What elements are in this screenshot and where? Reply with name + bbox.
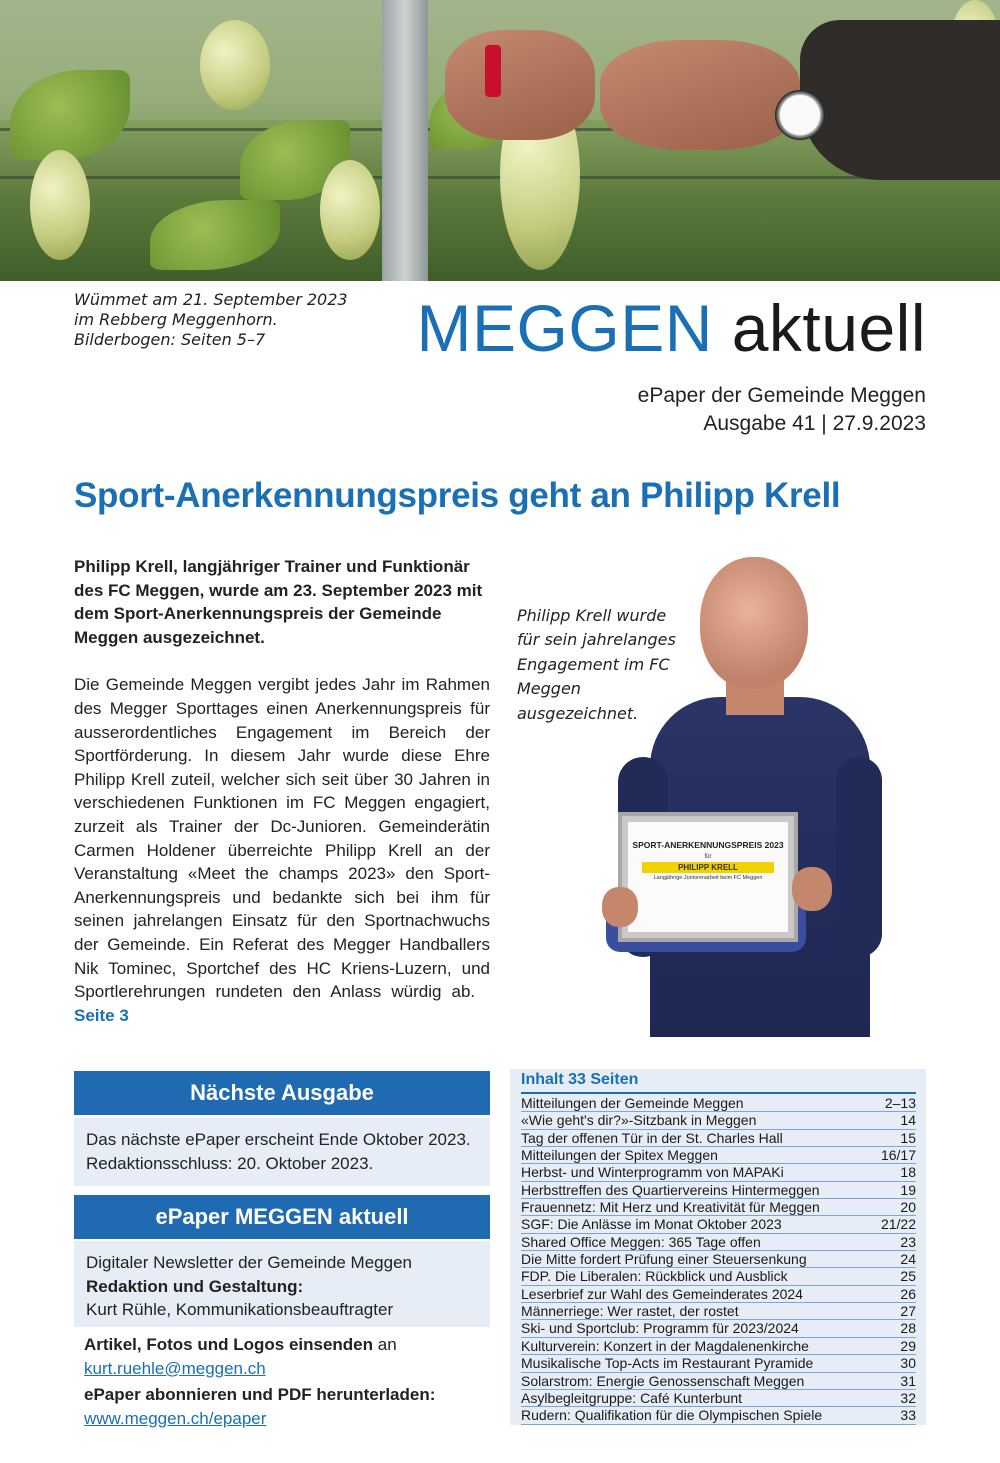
toc-item[interactable] [521,1164,916,1181]
toc-item-page: 14 [900,1112,916,1129]
hero-caption [74,290,374,350]
certificate-detail: Langjährige Juniorenarbeit beim FC Meggen [653,875,763,881]
person-hand [602,887,638,927]
sleeve [800,20,1000,180]
toc-item-title: Herbst- und Winterprogramm von MAPAKi [521,1164,784,1181]
toc-item-title: Herbsttreffen des Quartiervereins Hintermeggen [521,1181,820,1198]
grape-cluster [30,150,90,260]
subscribe-info [84,1383,484,1430]
toc-item-page: 27 [900,1303,916,1320]
toc-item-page: 23 [900,1233,916,1250]
toc-item-title: Kulturverein: Konzert in der Magdalenenkirche [521,1337,809,1354]
toc-item-page: 31 [900,1372,916,1389]
hero-caption-line: Wümmet am 21. September 2023 [74,290,348,309]
photo-caption: Philipp Krell wurde für sein jahrelanges Engagement im FC Meggen ausgezeichnet. [517,606,676,723]
toc-item[interactable] [521,1130,916,1147]
hero-caption-line: im Rebberg Meggenhorn. [74,310,278,329]
toc-item-page: 15 [900,1129,916,1146]
toc-item[interactable] [521,1373,916,1390]
toc-item-page: 16/17 [880,1147,916,1164]
toc-item[interactable] [521,1199,916,1216]
toc-item-title: Leserbrief zur Wahl des Gemeinderates 2024 [521,1285,803,1302]
page-reference-link[interactable]: Seite 3 [74,1005,129,1025]
toc-item-title: Männerriege: Wer rastet, der rostet [521,1303,739,1320]
toc-item-title: Ski- und Sportclub: Programm für 2023/2024 [521,1320,799,1337]
submit-info [84,1333,484,1380]
toc-item[interactable] [521,1338,916,1355]
hero-photo [0,0,1000,281]
grape-cluster [320,160,380,260]
vine-leaf [150,200,280,270]
toc-item-page: 24 [900,1251,916,1268]
toc-item[interactable] [521,1095,916,1112]
article-body-text: Die Gemeinde Meggen vergibt jedes Jahr im Rahmen des Megger Sporttages einen Anerkennungspreis für ausserordentliches Engagement im Bereich der Sportförderung. In diesem Jahr wurde diese Ehre Philipp Krell zuteil, welcher sich seit über 30 Jahren in verschiedenen Funktionen im FC Meggen engagiert, zurzeit als Trainer der Dc-Junioren. Gemeinderätin Carmen Holdener überreichte Philipp Krell an der Veranstaltung «Meet the champs 2023» den Sport-Anerkennungspreis und bedankte sich bei ihm für seinen jahrelangen Einsatz für den Sportnachwuchs der Gemeinde. Ein Referat des Megger Handballers Nik Tominec, Sportchef des HC Kriens-Luzern, und Sportlerehrungen rundeten den Anlass würdig ab. [74,675,490,1002]
toc-item-title: Mitteilungen der Gemeinde Meggen [521,1095,744,1111]
submit-suffix: an [377,1335,397,1354]
epaper-info-header: ePaper MEGGEN aktuell [74,1195,490,1239]
toc-item[interactable] [521,1355,916,1372]
toc-item[interactable] [521,1147,916,1164]
hand [445,30,595,140]
table-of-contents [510,1069,926,1425]
toc-item-title: Musikalische Top-Acts im Restaurant Pyramide [521,1355,814,1372]
email-link[interactable]: kurt.ruehle@meggen.ch [84,1358,266,1378]
certificate-name: PHILIPP KRELL [642,862,774,873]
toc-item-title: Tag der offenen Tür in der St. Charles Hall [521,1129,783,1146]
toc-item-title: Rudern: Qualifikation für die Olympischen Spiele [521,1407,823,1424]
article-text [74,555,490,1027]
masthead-brand: MEGGEN [416,291,713,365]
masthead-suffix: aktuell [731,291,926,365]
toc-divider [521,1092,916,1094]
toc-item[interactable] [521,1112,916,1129]
hand [600,40,800,150]
person-arm [836,757,882,957]
toc-item-page: 19 [900,1181,916,1198]
toc-item[interactable] [521,1268,916,1285]
toc-item-page: 28 [900,1320,916,1337]
person-head [700,557,808,689]
toc-item[interactable] [521,1303,916,1320]
vine-post [382,0,428,281]
toc-item[interactable] [521,1390,916,1407]
submit-label: Artikel, Fotos und Logos einsenden [84,1335,374,1354]
toc-item-page: 30 [900,1355,916,1372]
grape-cluster [200,20,270,110]
toc-item-page: 29 [900,1337,916,1354]
watch [775,90,825,140]
toc-item-page: 21/22 [880,1216,916,1233]
certificate [628,822,788,932]
article-lead: Philipp Krell, langjähriger Trainer und Funktionär des FC Meggen, wurde am 23. September 2023 mit dem Sport-Anerkennungspreis der Gemeinde Meggen ausgezeichnet. [74,557,483,647]
toc-item-page: 26 [900,1285,916,1302]
next-issue-header: Nächste Ausgabe [74,1071,490,1115]
toc-item-page: 25 [900,1268,916,1285]
article-body [74,673,490,1027]
toc-item[interactable] [521,1320,916,1337]
toc-item-page: 32 [900,1389,916,1406]
next-issue-text: Das nächste ePaper erscheint Ende Oktober 2023. Redaktionsschluss: 20. Oktober 2023. [74,1118,490,1186]
subscribe-label: ePaper abonnieren und PDF herunterladen: [84,1385,436,1405]
portrait-photo [596,557,886,1037]
edition-info [638,382,926,438]
toc-item[interactable] [521,1286,916,1303]
epaper-info-body [74,1241,490,1327]
toc-item-title: Frauennetz: Mit Herz und Kreativität für Meggen [521,1199,820,1216]
epaper-description: Digitaler Newsletter der Gemeinde Meggen [86,1253,412,1272]
editorial-label: Redaktion und Gestaltung: [86,1276,304,1296]
contact-info [84,1333,484,1433]
toc-item[interactable] [521,1216,916,1233]
toc-item-title: «Wie geht's dir?»-Sitzbank in Meggen [521,1112,757,1129]
shears [485,45,501,97]
editorial-name: Kurt Rühle, Kommunikationsbeauftragter [86,1300,394,1320]
certificate-title: SPORT-ANERKENNUNGSPREIS 2023 [632,840,784,850]
toc-item-page: 20 [900,1199,916,1216]
toc-item-title: SGF: Die Anlässe im Monat Oktober 2023 [521,1216,782,1233]
hero-caption-line: Bilderbogen: Seiten 5–7 [74,330,266,349]
certificate-frame [618,812,798,942]
toc-item-title: FDP. Die Liberalen: Rückblick und Ausblick [521,1268,788,1285]
article-headline: Sport-Anerkennungspreis geht an Philipp Krell [74,476,841,515]
toc-item[interactable] [521,1182,916,1199]
person-hand [792,867,832,911]
toc-item[interactable] [521,1407,916,1424]
edition-issue: Ausgabe 41 | 27.9.2023 [703,412,926,435]
toc-list [521,1095,916,1425]
epaper-url-link[interactable]: www.meggen.ch/epaper [84,1408,267,1428]
toc-item-page: 18 [900,1164,916,1181]
toc-item-title: Shared Office Meggen: 365 Tage offen [521,1233,761,1250]
toc-item-page: 33 [900,1407,916,1424]
masthead-logo [417,288,926,368]
toc-item-page: 2–13 [884,1095,916,1111]
toc-item-title: Mitteilungen der Spitex Meggen [521,1147,718,1164]
toc-item[interactable] [521,1234,916,1251]
toc-item[interactable] [521,1251,916,1268]
toc-item-title: Solarstrom: Energie Genossenschaft Meggen [521,1372,805,1389]
toc-item-title: Die Mitte fordert Prüfung einer Steuersenkung [521,1251,807,1268]
certificate-for: für [704,854,712,860]
edition-subtitle: ePaper der Gemeinde Meggen [637,384,926,407]
toc-item-title: Asylbegleitgruppe: Café Kunterbunt [521,1389,743,1406]
toc-title: Inhalt 33 Seiten [521,1071,639,1088]
